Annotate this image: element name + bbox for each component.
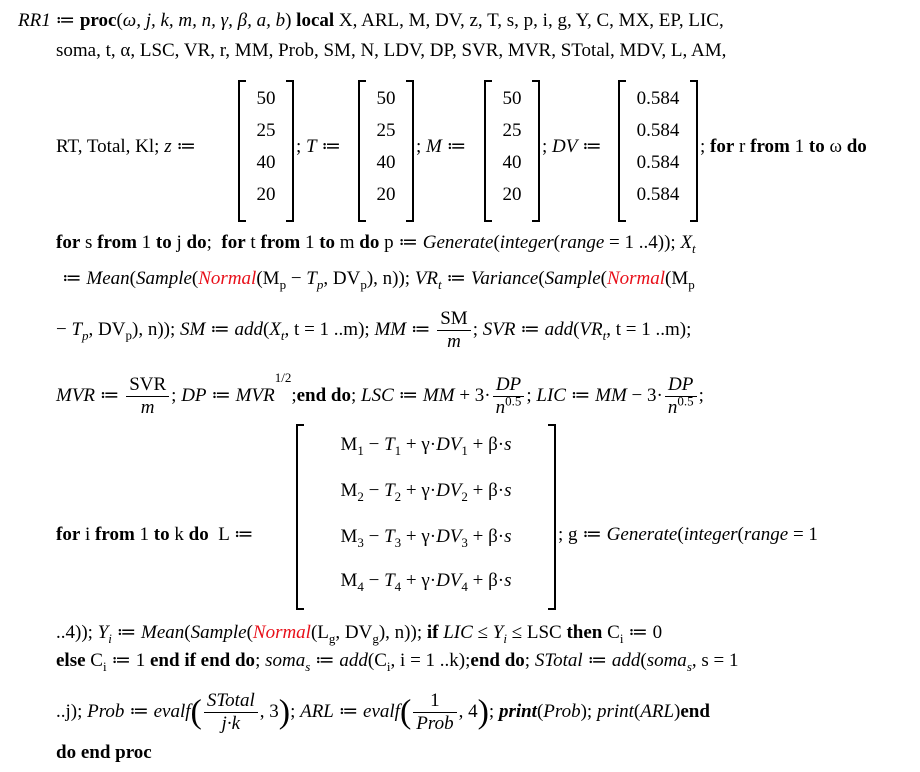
t-assign: ; T ≔ xyxy=(296,136,341,157)
m-val-3: 40 xyxy=(502,152,522,173)
t-val-3: 40 xyxy=(376,152,396,173)
z-val-4: 20 xyxy=(256,184,276,205)
line-y: ..4)); $Y_i$ ≔ $Mean(Sample(Normal(L_g$, $DV_g$), n)); if LIC ≤ $Y_i$ ≤ LSC then $C_i$ ≔ 0 xyxy=(56,622,663,646)
m-val-1: 50 xyxy=(502,88,522,109)
dv-val-3: 0.584 xyxy=(636,152,680,173)
line-else: else $C_i$ ≔ 1 end if end do; soma$_s$ ≔ $add(C_i$, i = 1 ..k);end do; STotal ≔ add(soma$_s$, s = 1 xyxy=(56,650,739,674)
t-val-1: 50 xyxy=(376,88,396,109)
line-prob: ..j); Prob ≔ evalf( $\frac{\text{STotal}}{j\cdot k}$ , 3); ARL ≔ evalf( $\frac{1}{\text{Prob}}$ , 4); print(Prob); print(ARL)end xyxy=(56,690,710,734)
l-assign: for i from 1 to k do L ≔ xyxy=(56,524,254,545)
proc-name: RR1 xyxy=(18,10,51,31)
t-matrix xyxy=(358,80,414,222)
line-sm: − $T_p$, $DV_p$), n)); SM ≔ $add(X_t$, t = 1 ..m); MM ≔ $\frac{SM}{m}$ ; SVR ≔ $add(VR_t$, t = 1 ..m); xyxy=(56,308,692,352)
t-val-4: 20 xyxy=(376,184,396,205)
locals-line-1: X, ARL, M, DV, z, T, s, p, i, g, Y, C, MX, EP, LIC, xyxy=(338,10,724,31)
line-2 xyxy=(56,40,726,62)
outer-loop: ; for r from 1 to ω do xyxy=(700,136,867,157)
l-row-1: $M_1 - T_1 + \gamma\cdot DV_1 + \beta\cdot s$ xyxy=(340,434,512,458)
m-matrix xyxy=(484,80,540,222)
line-for-s: for s from 1 to j do; for t from 1 to m do p ≔ Generate(integer(range = 1 ..4)); $X_t$ xyxy=(56,232,696,256)
dv-val-2: 0.584 xyxy=(636,120,680,141)
proc-params: ω, j, k, m, n, γ, β, a, b xyxy=(122,10,286,31)
line-mvr: MVR ≔ $\frac{\text{SVR}}{m}$ ; DP ≔ $MVR^{1/2};end$ do; LSC ≔ MM + 3· $\frac{DP}{n^{0.5}}$ ; LIC ≔ MM − 3· $\frac{DP}{n^{0.5}}$ ; xyxy=(56,369,704,418)
l-row-3: $M_3 - T_3 + \gamma\cdot DV_3 + \beta\cdot s$ xyxy=(340,526,512,550)
dv-matrix xyxy=(618,80,698,222)
l-row-4: $M_4 - T_4 + \gamma\cdot DV_4 + \beta\cdot s$ xyxy=(340,570,512,594)
m-assign: ; M ≔ xyxy=(416,136,467,157)
locals-line-2: soma, t, α, LSC, VR, r, MM, Prob, SM, N, LDV, DP, SVR, MVR, STotal, MDV, L, AM, xyxy=(56,40,727,61)
locals-line-3: RT, Total, Kl; xyxy=(56,136,160,157)
g-assign: ; g ≔ Generate(integer(range = 1 xyxy=(558,524,818,545)
z-matrix xyxy=(238,80,294,222)
line-mean: ≔ $Mean(Sample(Normal(M_p - T_p$, $DV_p$), n)); $VR_t$ ≔ $Variance(Sample(Normal(M_p$ xyxy=(62,268,695,292)
line-1: RR1 ≔ proc(ω, j, k, m, n, γ, β, a, b) local X, ARL, M, DV, z, T, s, p, i, g, Y, C, MX, EP, LIC, xyxy=(18,10,724,31)
m-val-4: 20 xyxy=(502,184,522,205)
m-val-2: 25 xyxy=(502,120,522,141)
l-matrix xyxy=(296,424,556,610)
locals-line-3-row: RT, Total, Kl; z ≔ xyxy=(56,136,196,157)
line-end: do end proc xyxy=(56,742,152,763)
dv-val-4: 0.584 xyxy=(636,184,680,205)
z-val-3: 40 xyxy=(256,152,276,173)
dv-val-1: 0.584 xyxy=(636,88,680,109)
z-val-1: 50 xyxy=(256,88,276,109)
t-val-2: 25 xyxy=(376,120,396,141)
z-val-2: 25 xyxy=(256,120,276,141)
l-row-2: $M_2 - T_2 + \gamma\cdot DV_2 + \beta\cdot s$ xyxy=(340,480,512,504)
dv-assign: ; DV ≔ xyxy=(542,136,602,157)
